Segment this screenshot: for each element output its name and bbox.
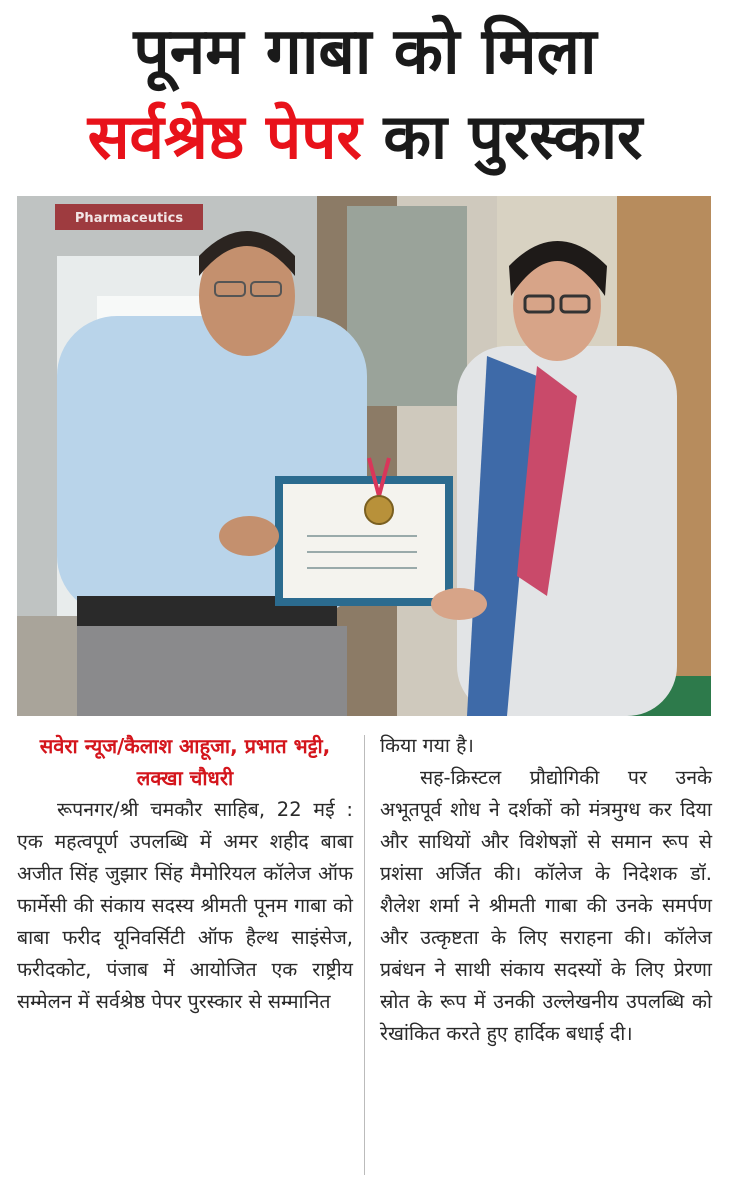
article-paragraph-1-end: किया गया है। — [380, 734, 474, 757]
headline-rest: का पुरस्कार — [383, 100, 643, 173]
article-paragraph-2: सह-क्रिस्टल प्रौद्योगिकी पर उनके अभूतपूर्व शोध ने दर्शकों को मंत्रमुग्ध कर दिया और साथियों और विशेषज्ञों से समान रूप से प्रशंसा अर्जित की। कॉलेज के निदेशक डॉ. शैलेश शर्मा ने श्रीमती गाबा की उनके समर्पण और उत्कृष्टता के लिए सराहना की। कॉलेज प्रबंधन ने साथी संकाय सदस्यों के लिए प्रेरणा स्रोत के रूप में उनकी उल्लेखनीय उपलब्धि को रेखांकित करते हुए हार्दिक बधाई दी। — [380, 766, 712, 1045]
headline-line-1: पूनम गाबा को मिला — [133, 15, 597, 89]
column-divider — [364, 735, 365, 1175]
pharmaceutics-sign: Pharmaceutics — [74, 211, 184, 226]
article-column-left — [17, 730, 353, 1018]
article-paragraph-1: रूपनगर/श्री चमकौर साहिब, 22 मई : एक महत्वपूर्ण उपलब्धि में अमर शहीद बाबा अजीत सिंह जुझार सिंह मैमोरियल कॉलेज ऑफ फार्मेसी की संकाय सदस्य श्रीमती पूनम गाबा को बाबा फरीद यूनिवर्सिटी ऑफ हैल्थ साइंसेज, फरीदकोट, पंजाब में आयोजित एक राष्ट्रीय सम्मेलन में सर्वश्रेष्ठ पेपर पुरस्कार से सम्मानित — [17, 798, 353, 1013]
news-photo — [17, 196, 711, 716]
headline-line-2 — [0, 94, 730, 180]
byline: सवेरा न्यूज/कैलाश आहूजा, प्रभात भट्टी, लक्खा चौधरी — [39, 734, 331, 790]
headline-highlight: सर्वश्रेष्ठ पेपर — [87, 100, 362, 173]
article-column-right — [380, 730, 712, 1050]
